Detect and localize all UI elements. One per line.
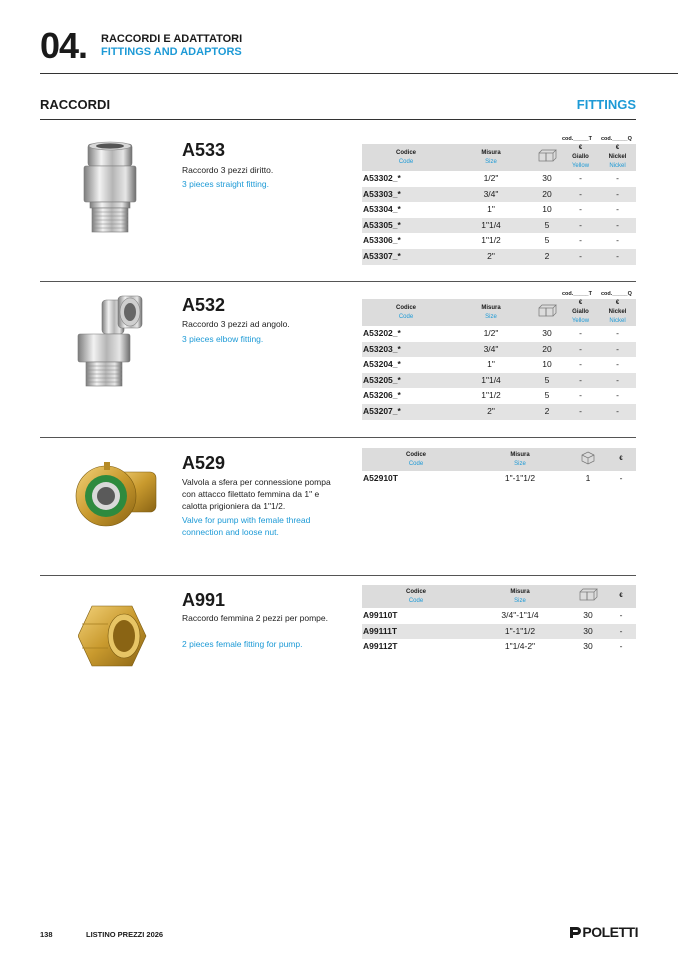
product-desc-it: Raccordo femmina 2 pezzi per pompe.	[182, 613, 328, 623]
straight-fitting-image	[78, 140, 142, 236]
cod-t-header: cod._____T	[562, 136, 592, 142]
page-number: 138	[40, 930, 53, 939]
product-desc-en: 2 pieces female fitting for pump.	[182, 639, 303, 649]
cod-q-header: cod._____Q	[601, 291, 632, 297]
package-icon	[578, 588, 598, 602]
product-title: A532	[182, 295, 226, 315]
price-table: Codice Code Misura Size € Giallo Yellow € Nickel Nickel A53302_* 1/2" 30 - - A53303_* 3/4" 20 - - A53304_* 1" 10 - - A53305_* 1"1/4 5 - - A53306_* 1"1/2 5 - - A53307_* 2" 2 - -	[362, 144, 636, 265]
table-row: A53306_* 1"1/2 5 - -	[363, 235, 619, 246]
chapter-title-it: RACCORDI E ADATTATORI	[101, 33, 243, 45]
table-row: A53305_* 1"1/4 5 - -	[362, 218, 636, 234]
table-row: A99111T 1"-1"1/2 30 -	[362, 624, 636, 640]
product-title: A533	[182, 140, 226, 160]
table-row: A52910T 1"-1"1/2 1 -	[363, 473, 623, 483]
product-title: A529	[182, 453, 226, 473]
cod-t-header: cod._____T	[562, 291, 592, 297]
price-table: Codice Code Misura Size € Giallo Yellow € Nickel Nickel A53202_* 1/2" 30 - - A53203_* 3/4" 20 - - A53204_* 1" 10 - - A53205_* 1"1/4 5 - - A53206_* 1"1/2 5 - - A53207_* 2" 2 - -	[362, 299, 636, 420]
table-row: A53206_* 1"1/2 5 - -	[363, 390, 619, 401]
chapter-title-en: FITTINGS AND ADAPTORS	[101, 46, 242, 58]
package-icon	[537, 304, 557, 318]
table-row: A53204_* 1" 10 - -	[363, 359, 619, 370]
table-row: A53203_* 3/4" 20 - -	[362, 342, 636, 358]
price-table: Codice Code Misura Size € A52910T 1"-1"1/2 1 -	[362, 448, 636, 487]
product-desc-en: 3 pieces straight fitting.	[182, 179, 269, 189]
product-desc-en: 3 pieces elbow fitting.	[182, 334, 264, 344]
product-desc-it: Valvola a sfera per connessione pompa con attacco filettato femmina da 1" e calotta prigioniera da 1"1/2.	[182, 477, 331, 511]
section-title-it: RACCORDI	[40, 97, 111, 112]
table-row: A99110T 3/4"-1"1/4 30 -	[363, 610, 623, 620]
elbow-fitting-image	[74, 292, 146, 390]
product-title: A991	[182, 590, 226, 610]
section-title-en: FITTINGS	[576, 97, 636, 112]
product-desc-it: Raccordo 3 pezzi ad angolo.	[182, 319, 290, 329]
poletti-logo-icon	[568, 925, 582, 939]
box-icon	[581, 451, 595, 465]
table-row: A99112T 1"1/4-2" 30 -	[363, 641, 623, 652]
product-divider	[40, 575, 636, 576]
female-fitting-image	[78, 600, 148, 672]
table-row: A53307_* 2" 2 - -	[362, 249, 636, 265]
product-divider	[40, 437, 636, 438]
table-row: A53207_* 2" 2 - -	[362, 404, 636, 420]
table-row: A53303_* 3/4" 20 - -	[362, 187, 636, 203]
cod-q-header: cod._____Q	[601, 136, 632, 142]
price-table: Codice Code Misura Size € A99110T 3/4"-1"1/4 30 - A99111T 1"-1"1/2 30 - A99112T 1"1/4-2" 30 -	[362, 585, 636, 655]
product-desc-en: Valve for pump with female thread connection and loose nut.	[182, 515, 311, 537]
table-row: A53205_* 1"1/4 5 - -	[362, 373, 636, 389]
pump-valve-image	[74, 460, 158, 532]
header-rule	[40, 73, 678, 74]
table-row: A53304_* 1" 10 - -	[363, 204, 619, 215]
product-desc-it: Raccordo 3 pezzi diritto.	[182, 165, 274, 175]
section-rule	[40, 119, 636, 120]
chapter-number: 04.	[40, 25, 88, 66]
table-row: A53202_* 1/2" 30 - -	[363, 328, 619, 338]
product-divider	[40, 281, 636, 282]
table-row: A53302_* 1/2" 30 - -	[363, 173, 619, 183]
price-list-label: LISTINO PREZZI 2026	[86, 930, 164, 939]
package-icon	[537, 149, 557, 163]
brand-logo: POLETTI	[568, 924, 638, 940]
